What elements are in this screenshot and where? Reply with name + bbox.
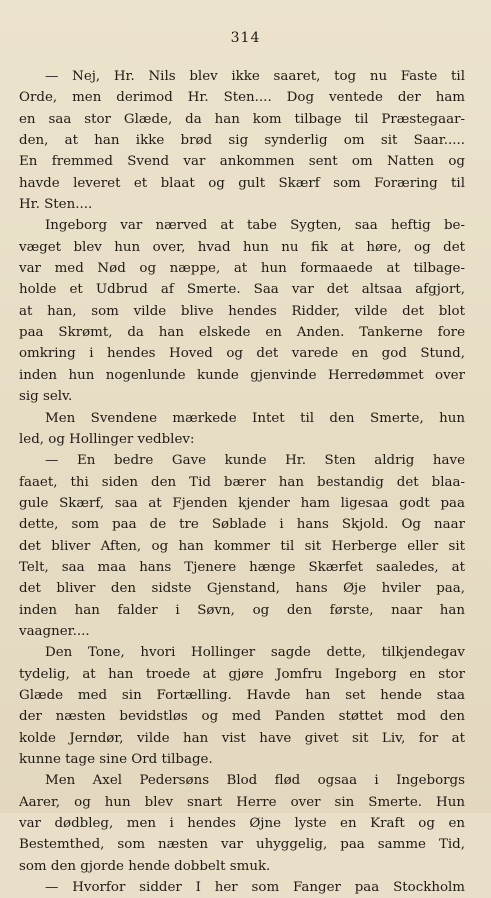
- text-line: — En bedre Gave kunde Hr. Sten aldrig have: [45, 453, 465, 469]
- text-line: paa Skrømt, da han elskede en Anden. Tankerne fore: [19, 325, 465, 341]
- text-line: som den gjorde hende dobbelt smuk.: [19, 858, 271, 874]
- text-line: gule Skærf, saa at Fjenden kjender ham ligesaa godt paa: [19, 495, 465, 511]
- text-line: holde et Udbrud af Smerte. Saa var det altsaa afgjort,: [19, 282, 465, 298]
- text-line: Bestemthed, som næsten var uhyggelig, paa samme Tid,: [19, 837, 465, 853]
- text-line: — Nej, Hr. Nils blev ikke saaret, tog nu Faste til: [45, 69, 465, 84]
- text-line: en saa stor Glæde, da han kom tilbage til Præstegaar-: [19, 111, 465, 127]
- text-line: Men Axel Pedersøns Blod flød ogsaa i Ingeborgs: [45, 773, 465, 789]
- text-line: tydelig, at han troede at gjøre Jomfru Ingeborg en stor: [19, 666, 465, 682]
- text-line: den, at han ikke brød sig synderlig om sit Saar.....: [19, 133, 465, 149]
- text-line: Hr. Sten....: [19, 197, 93, 213]
- text-line: led, og Hollinger vedblev:: [19, 431, 195, 447]
- text-line: var med Nød og næppe, at hun formaaede at tilbage-: [19, 261, 465, 277]
- text-line: En fremmed Svend var ankommen sent om Natten og: [19, 154, 465, 170]
- text-line: kolde Jerndør, vilde han vist have givet sit Liv, for at: [19, 730, 465, 746]
- text-line: Aarer, og hun blev snart Herre over sin Smerte. Hun: [19, 794, 465, 810]
- text-line: sig selv.: [19, 389, 73, 405]
- text-line: omkring i hendes Hoved og det varede en god Stund,: [19, 346, 465, 362]
- text-line: Glæde med sin Fortælling. Havde han set hende staa: [19, 687, 465, 703]
- text-line: — Hvorfor sidder I her som Fanger paa Stockholm: [45, 880, 465, 896]
- text-line: havde leveret et blaat og gult Skærf som Foræring til: [19, 175, 465, 191]
- text-line: kunne tage sine Ord tilbage.: [19, 752, 213, 767]
- text-line: vaagner....: [19, 623, 90, 639]
- text-line: inden hun nogenlunde kunde gjenvinde Herredømmet over: [19, 367, 465, 383]
- page-number: 314: [230, 30, 261, 46]
- text-line: at han, som vilde blive hendes Ridder, vilde det blot: [19, 303, 465, 319]
- text-line: inden han falder i Søvn, og den første, naar han: [19, 602, 465, 618]
- text-line: væget blev hun over, hvad hun nu fik at høre, og det: [19, 239, 465, 255]
- text-line: Men Svendene mærkede Intet til den Smerte, hun: [45, 410, 465, 426]
- text-line: var dødbleg, men i hendes Øjne lyste en Kraft og en: [19, 816, 465, 832]
- text-line: Ingeborg var nærved at tabe Sygten, saa heftig be-: [45, 218, 465, 234]
- text-line: faaet, thi siden den Tid bærer han bestandig det blaa-: [19, 474, 465, 490]
- text-line: Den Tone, hvori Hollinger sagde dette, tilkjendegav: [45, 645, 465, 661]
- page-text: [19, 66, 465, 898]
- text-line: Telt, saa maa hans Tjenere hænge Skærfet saaledes, at: [19, 559, 465, 575]
- text-line: Orde, men derimod Hr. Sten.... Dog ventede der ham: [19, 90, 465, 106]
- text-line: der næsten bevidstløs og med Panden støttet mod den: [19, 709, 465, 725]
- text-line: det bliver den sidste Gjenstand, hans Øje hviler paa,: [19, 581, 465, 597]
- text-line: dette, som paa de tre Søblade i hans Skjold. Og naar: [19, 517, 465, 533]
- text-line: det bliver Aften, og han kommer til sit Herberge eller sit: [19, 538, 465, 554]
